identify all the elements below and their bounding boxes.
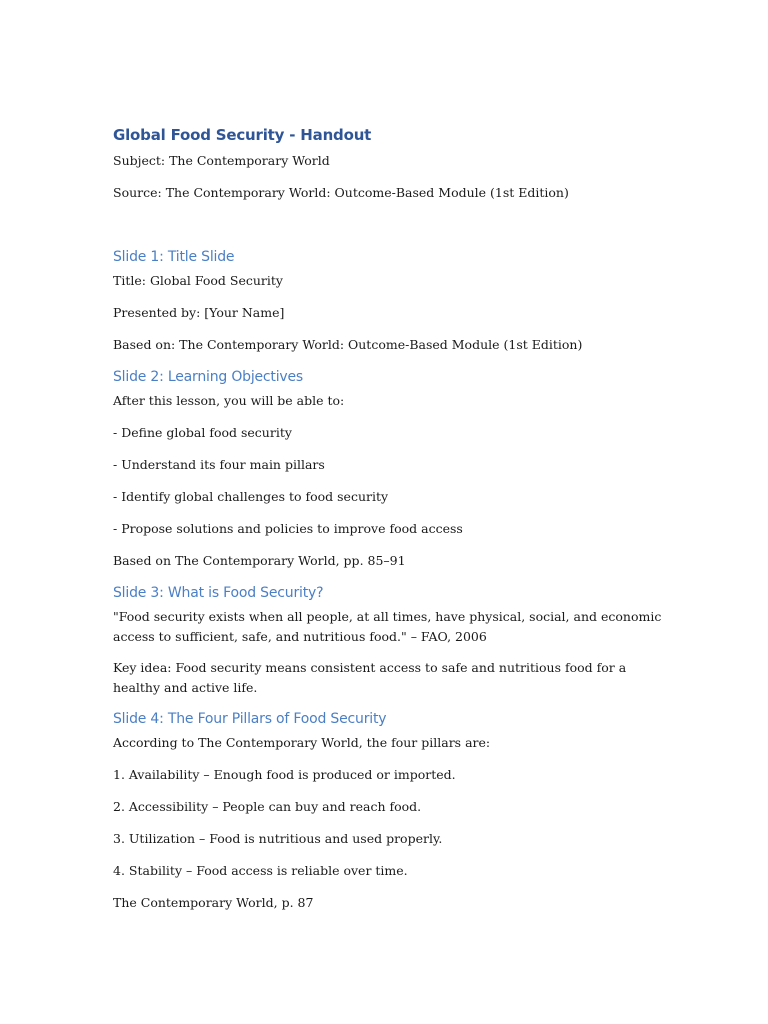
slide-4-reference: The Contemporary World, p. 87 (113, 895, 314, 910)
slide-2-heading: Slide 2: Learning Objectives (113, 369, 303, 385)
slide-3-definition-quote: "Food security exists when all people, at all times, have physical, social, and economic access to sufficient, safe, and nutritious food." – FAO, 2006 (113, 609, 662, 644)
document-title: Global Food Security - Handout (113, 126, 372, 144)
slide-2-objective-4: - Propose solutions and policies to improve food access (113, 521, 463, 536)
slide-1-section (113, 247, 673, 355)
slide-1-heading: Slide 1: Title Slide (113, 249, 235, 265)
slide-4-pillar-3: 3. Utilization – Food is nutritious and used properly. (113, 831, 443, 846)
slide-4-section (113, 709, 673, 913)
slide-1-based-on-line: Based on: The Contemporary World: Outcome-Based Module (1st Edition) (113, 337, 583, 352)
slide-2-intro: After this lesson, you will be able to: (113, 393, 345, 408)
slide-4-intro: According to The Contemporary World, the four pillars are: (113, 735, 491, 750)
slide-2-objective-2: - Understand its four main pillars (113, 457, 325, 472)
slide-3-key-idea: Key idea: Food security means consistent access to safe and nutritious food for a healthy and active life. (113, 660, 627, 695)
slide-1-title-line: Title: Global Food Security (113, 273, 283, 288)
slide-2-section (113, 367, 673, 571)
slide-1-presenter-line: Presented by: [Your Name] (113, 305, 285, 320)
document-source: Source: The Contemporary World: Outcome-Based Module (1st Edition) (113, 185, 569, 200)
slide-3-heading: Slide 3: What is Food Security? (113, 585, 324, 601)
document-subject: Subject: The Contemporary World (113, 153, 330, 168)
document-body (113, 124, 673, 925)
slide-4-pillar-4: 4. Stability – Food access is reliable over time. (113, 863, 408, 878)
slide-4-pillar-2: 2. Accessibility – People can buy and reach food. (113, 799, 422, 814)
slide-2-objective-3: - Identify global challenges to food security (113, 489, 389, 504)
slide-4-pillar-1: 1. Availability – Enough food is produced or imported. (113, 767, 456, 782)
slide-2-reference: Based on The Contemporary World, pp. 85–91 (113, 553, 406, 568)
slide-4-heading: Slide 4: The Four Pillars of Food Security (113, 711, 387, 727)
slide-2-objective-1: - Define global food security (113, 425, 292, 440)
slide-3-section (113, 583, 673, 697)
